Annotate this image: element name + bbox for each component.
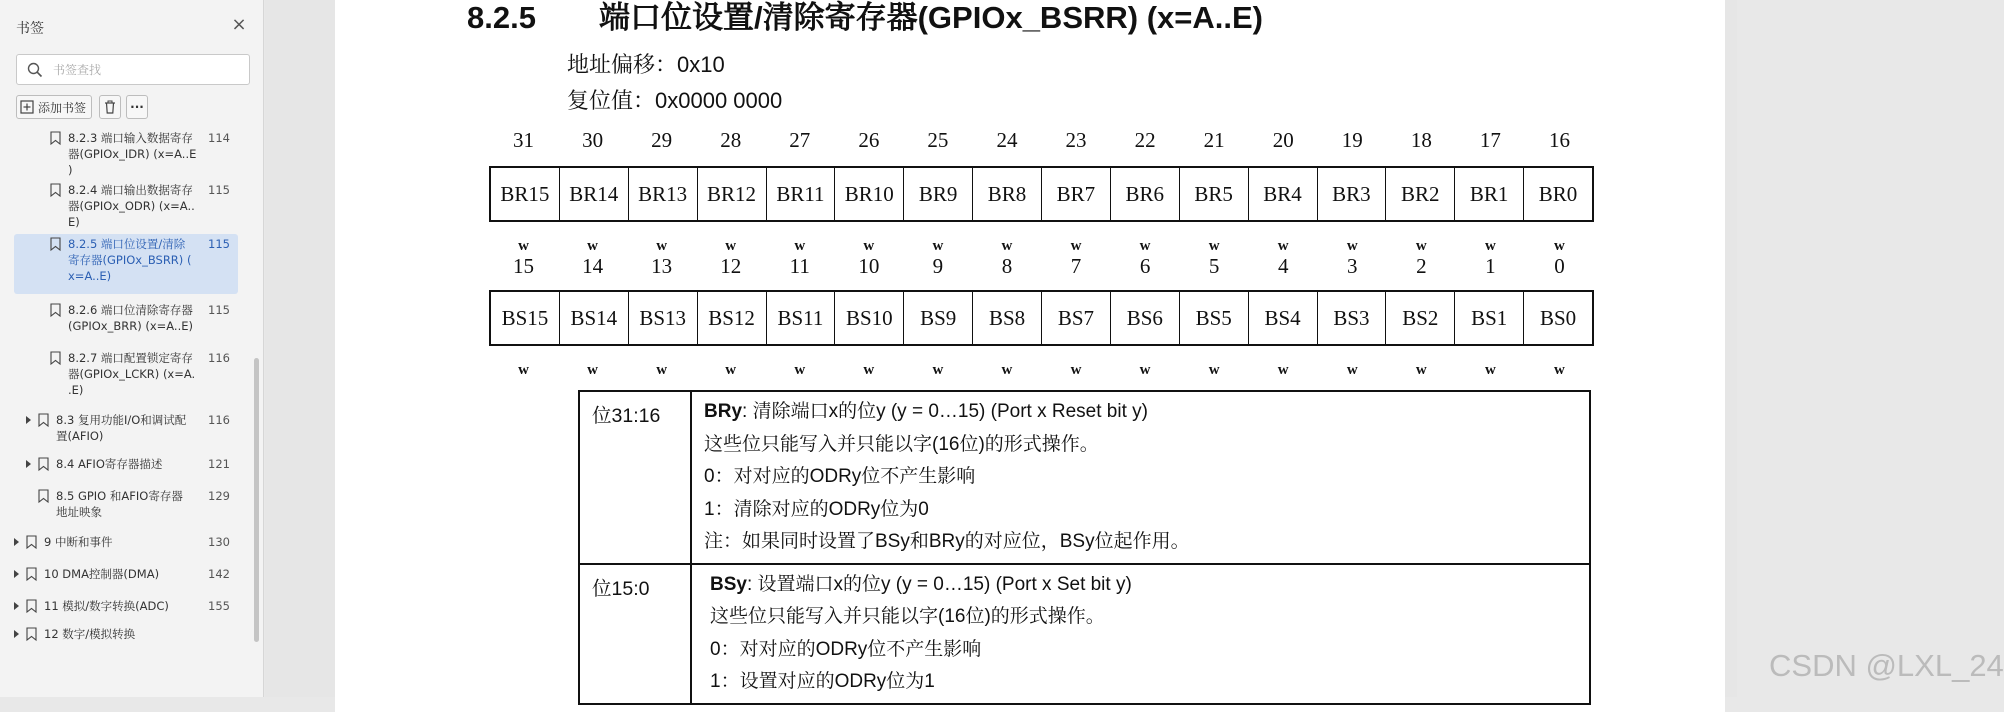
expand-arrow-icon[interactable] <box>14 630 19 638</box>
bit-number: 13 <box>651 254 673 278</box>
register-field: BS5 <box>1180 292 1249 344</box>
register-field: BR8 <box>973 168 1042 220</box>
bit-number: 22 <box>1134 128 1156 152</box>
bookmark-label: 10 DMA控制器(DMA) <box>44 567 160 581</box>
bookmark-item[interactable] <box>0 596 238 618</box>
access-type: w <box>1484 238 1496 254</box>
bookmark-panel <box>0 0 264 697</box>
access-type: w <box>1001 238 1013 254</box>
bookmark-icon <box>50 351 61 365</box>
access-type: w <box>1277 238 1289 254</box>
access-type: w <box>863 362 875 378</box>
bit-number: 19 <box>1341 128 1363 152</box>
bookmark-page-number: 115 <box>208 237 230 251</box>
access-type: w <box>1277 362 1289 378</box>
access-type: w <box>1070 362 1082 378</box>
register-field: BR14 <box>560 168 629 220</box>
bookmark-icon <box>38 413 49 427</box>
bit-number: 2 <box>1416 254 1427 278</box>
access-type: w <box>1484 362 1496 378</box>
bookmark-item[interactable] <box>14 234 238 294</box>
section-title: 端口位设置/清除寄存器(GPIOx_BSRR) (x=A..E) <box>599 0 1263 35</box>
description-title <box>710 569 1589 602</box>
bookmark-item[interactable] <box>0 486 238 522</box>
add-bookmark-button[interactable] <box>16 95 92 119</box>
bookmark-label: 8.2.7 端口配置锁定寄存 器(GPIOx_LCKR) (x=A. .E) <box>68 351 196 397</box>
access-type: w <box>1139 362 1151 378</box>
section-number: 8.2.5 <box>467 0 536 35</box>
bookmark-page-number: 116 <box>208 351 230 365</box>
add-bookmark-label: 添加书签 <box>38 100 87 115</box>
register-field: BS2 <box>1386 292 1455 344</box>
bit-number: 18 <box>1410 128 1432 152</box>
bookmark-item[interactable] <box>0 454 238 476</box>
bookmark-item[interactable] <box>0 180 238 228</box>
bookmark-label: 8.2.3 端口输入数据寄存 器(GPIOx_IDR) (x=A..E ) <box>68 131 197 177</box>
register-field: BR5 <box>1180 168 1249 220</box>
bookmark-item[interactable] <box>0 410 238 446</box>
bit-number: 26 <box>858 128 880 152</box>
register-field: BR2 <box>1386 168 1455 220</box>
bookmark-page-number: 129 <box>208 489 230 503</box>
register-field: BS4 <box>1249 292 1318 344</box>
register-field: BR6 <box>1111 168 1180 220</box>
address-offset: 地址偏移：0x10 <box>567 52 725 77</box>
bit-number: 17 <box>1479 128 1501 152</box>
access-type: w <box>1415 362 1427 378</box>
bookmark-icon <box>50 183 61 197</box>
reset-value: 复位值：0x0000 0000 <box>567 88 783 113</box>
bit-number: 0 <box>1554 254 1565 278</box>
description-title <box>704 396 1589 429</box>
bit-number: 5 <box>1208 254 1220 278</box>
bookmark-search-box[interactable] <box>16 54 250 85</box>
bookmark-item[interactable] <box>0 532 238 554</box>
more-icon: ··· <box>130 100 144 114</box>
access-type: w <box>518 362 529 378</box>
bit-number: 15 <box>513 254 534 278</box>
description-body <box>692 565 1589 703</box>
document-viewer <box>265 0 2004 697</box>
bit-range: 位15:0 <box>580 565 692 703</box>
bit-description-table <box>578 390 1591 705</box>
description-line: 1：设置对应的ODRy位为1 <box>710 671 935 692</box>
description-line: 1：清除对应的ODRy位为0 <box>704 498 929 520</box>
watermark: CSDN @LXL_24 <box>1769 648 2004 683</box>
register-upper-row <box>489 166 1594 222</box>
field-title: : 设置端口x的位y (y = 0…15) (Port x Set bit y) <box>746 573 1132 595</box>
bit-number: 12 <box>720 254 742 278</box>
bit-number: 16 <box>1548 128 1570 152</box>
expand-arrow-icon[interactable] <box>14 538 19 546</box>
bookmark-page-number: 142 <box>208 567 230 581</box>
search-icon <box>27 62 43 78</box>
register-field: BS6 <box>1111 292 1180 344</box>
bookmark-page-number: 121 <box>208 457 230 471</box>
register-lower-row <box>489 290 1594 346</box>
field-name: BRy <box>704 401 743 422</box>
bookmark-page-number: 115 <box>208 183 230 197</box>
bookmark-icon <box>50 303 61 317</box>
description-row-br <box>580 392 1589 563</box>
bookmark-icon <box>38 457 49 471</box>
close-icon[interactable]: × <box>231 14 247 35</box>
register-field: BS1 <box>1455 292 1524 344</box>
bookmark-icon <box>38 489 49 503</box>
access-type: w <box>794 362 806 378</box>
bookmark-icon <box>26 627 37 641</box>
bookmark-list <box>0 128 252 697</box>
bit-number: 20 <box>1272 128 1294 152</box>
access-type: w <box>725 238 737 254</box>
bookmark-item[interactable] <box>0 300 238 336</box>
register-field: BS15 <box>491 292 560 344</box>
bit-number: 31 <box>513 128 534 152</box>
bookmark-page-number: 116 <box>208 413 230 427</box>
bookmark-item[interactable] <box>0 624 238 646</box>
access-type: w <box>1346 238 1358 254</box>
description-line: 这些位只能写入并只能以字(16位)的形式操作。 <box>710 606 1105 627</box>
bookmark-page-number: 114 <box>208 131 230 145</box>
access-type: w <box>863 238 875 254</box>
bit-number: 21 <box>1203 128 1225 152</box>
bookmark-icon <box>26 567 37 581</box>
bookmark-icon <box>26 599 37 613</box>
field-name: BSy <box>710 573 747 595</box>
bit-number: 29 <box>651 128 673 152</box>
bit-number: 4 <box>1277 254 1289 278</box>
register-field: BS0 <box>1539 305 1577 330</box>
access-type: w <box>794 238 806 254</box>
bit-number: 30 <box>582 128 604 152</box>
register-field: BS11 <box>767 292 836 344</box>
bookmark-label: 9 中断和事件 <box>44 535 113 549</box>
register-field: BS7 <box>1042 292 1111 344</box>
bookmark-label: 12 数字/模拟转换 <box>44 627 136 641</box>
description-line: 0：对对应的ODRy位不产生影响 <box>710 638 982 660</box>
trash-icon <box>104 100 116 114</box>
expand-arrow-icon[interactable] <box>14 570 19 578</box>
bookmark-item[interactable] <box>0 348 238 396</box>
register-field: BS13 <box>629 292 698 344</box>
description-row-bs <box>580 563 1589 703</box>
bit-number: 11 <box>789 254 810 278</box>
bookmark-label: 8.3 复用功能I/O和调试配 置(AFIO) <box>56 413 187 443</box>
description-note: 注：如果同时设置了BSy和BRy的对应位，BSy位起作用。 <box>704 531 1190 552</box>
bookmark-icon <box>50 131 61 145</box>
bit-number: 14 <box>582 254 604 278</box>
bookmark-label: 8.4 AFIO寄存器描述 <box>56 457 163 471</box>
register-field: BR13 <box>629 168 698 220</box>
bit-number: 6 <box>1139 254 1151 278</box>
register-field: BR0 <box>1538 181 1578 206</box>
bookmark-item[interactable] <box>0 564 238 586</box>
register-field: BS14 <box>560 292 629 344</box>
bookmark-page-number: 155 <box>208 599 230 613</box>
register-field: BR12 <box>698 168 767 220</box>
bit-number: 10 <box>858 254 880 278</box>
delete-bookmark-button[interactable] <box>99 95 121 119</box>
bit-number: 8 <box>1001 254 1013 278</box>
register-field: BR15 <box>491 168 560 220</box>
bookmark-scrollbar[interactable] <box>254 358 259 642</box>
access-type: w <box>932 238 944 254</box>
register-field: BS8 <box>973 292 1042 344</box>
register-field: BS3 <box>1318 292 1387 344</box>
bookmark-label: 11 模拟/数字转换(ADC) <box>44 599 169 613</box>
bookmark-label: 8.2.6 端口位清除寄存器 (GPIOx_BRR) (x=A..E) <box>68 303 194 333</box>
register-field: BR1 <box>1455 168 1524 220</box>
register-field: BR9 <box>904 168 973 220</box>
access-type: w <box>725 362 737 378</box>
access-type: w <box>518 238 529 254</box>
more-options-button[interactable] <box>126 95 148 119</box>
register-field: BR3 <box>1318 168 1387 220</box>
expand-arrow-icon[interactable] <box>14 602 19 610</box>
access-type: w <box>1554 238 1565 254</box>
bit-number: 3 <box>1347 254 1358 278</box>
access-type: w <box>587 362 598 378</box>
access-type: w <box>1346 362 1358 378</box>
bookmark-panel-title: 书签 <box>16 21 44 37</box>
register-field: BR10 <box>835 168 904 220</box>
access-type: w <box>656 238 668 254</box>
bit-number: 23 <box>1065 128 1087 152</box>
bit-number: 28 <box>720 128 742 152</box>
access-type: w <box>1554 362 1565 378</box>
section-heading <box>467 0 1263 37</box>
access-type: w <box>1208 238 1220 254</box>
bookmark-search-input[interactable] <box>53 59 243 81</box>
bookmark-label: 8.5 GPIO 和AFIO寄存器 地址映象 <box>56 489 183 519</box>
bookmark-item[interactable] <box>0 128 238 176</box>
expand-arrow-icon[interactable] <box>26 460 31 468</box>
description-line: 这些位只能写入并只能以字(16位)的形式操作。 <box>704 433 1099 455</box>
bookmark-label: 8.2.5 端口位设置/清除 寄存器(GPIOx_BSRR) ( x=A..E) <box>68 237 192 283</box>
access-type: w <box>1001 362 1013 378</box>
access-type: w <box>587 238 598 254</box>
field-title: : 清除端口x的位y (y = 0…15) (Port x Reset bit y) <box>742 401 1148 422</box>
bit-number: 24 <box>996 128 1018 152</box>
bit-range: 位31:16 <box>580 392 692 563</box>
register-field: BR4 <box>1249 168 1318 220</box>
bookmark-icon <box>50 237 61 251</box>
bookmark-label: 8.2.4 端口输出数据寄存 器(GPIOx_ODR) (x=A.. E) <box>68 183 195 229</box>
expand-arrow-icon[interactable] <box>26 416 31 424</box>
access-type: w <box>1139 238 1151 254</box>
add-bookmark-icon <box>20 100 34 114</box>
bit-number: 7 <box>1070 254 1082 278</box>
description-line: 0：对对应的ODRy位不产生影响 <box>704 466 976 487</box>
access-type: w <box>1070 238 1082 254</box>
register-field: BS12 <box>698 292 767 344</box>
bit-number: 27 <box>789 128 811 152</box>
document-page <box>335 0 1725 712</box>
bookmark-icon <box>26 535 37 549</box>
description-body <box>692 392 1589 563</box>
access-type: w <box>1415 238 1427 254</box>
bookmark-page-number: 115 <box>208 303 230 317</box>
access-type: w <box>932 362 944 378</box>
bit-number: 25 <box>927 128 949 152</box>
access-type: w <box>1208 362 1220 378</box>
bookmark-page-number: 130 <box>208 535 230 549</box>
register-field: BR11 <box>767 168 836 220</box>
register-field: BS10 <box>835 292 904 344</box>
bit-number: 1 <box>1485 254 1496 278</box>
register-field: BR7 <box>1042 168 1111 220</box>
register-field: BS9 <box>904 292 973 344</box>
access-type: w <box>656 362 668 378</box>
bit-number: 9 <box>932 254 944 278</box>
